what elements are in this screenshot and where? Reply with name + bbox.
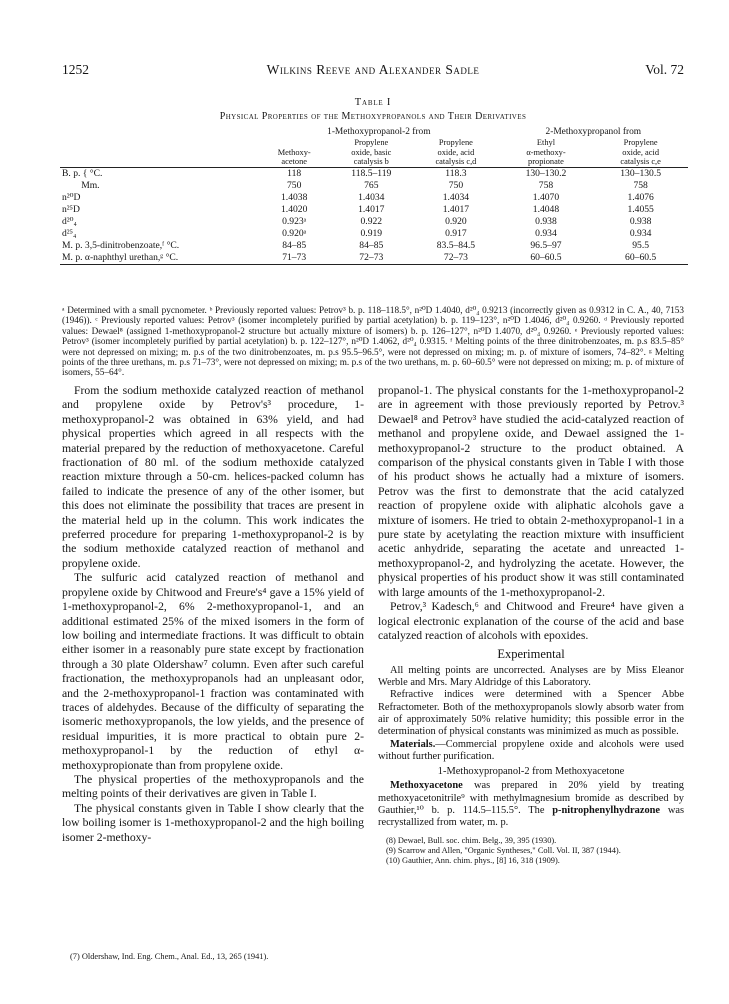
- column-header: Propylene oxide, acid catalysis c,d: [435, 138, 477, 167]
- table-caption: Table I: [354, 97, 392, 108]
- table-cell: 83.5–84.5: [436, 239, 476, 251]
- nitro-text: was recrystallized from water, m. p.: [378, 804, 684, 829]
- paragraph: All melting points are uncorrected. Analyses are by Miss Eleanor Werble and Mrs. Mary Aldridge of this Laboratory.: [378, 664, 684, 689]
- table-cell: 0.920: [445, 215, 467, 227]
- column-header: Ethyl α-methoxy- propionate: [526, 138, 566, 167]
- table-cell: 765: [364, 179, 379, 191]
- table-cell: 1.4017: [358, 203, 385, 215]
- paragraph: The physical properties of the methoxypropanols and the melting points of their derivatives are given in Table I.: [62, 772, 364, 801]
- table-row: [60, 192, 688, 204]
- methoxyacetone-label: Methoxyacetone: [390, 780, 463, 792]
- table-cell: 60–60.5: [530, 251, 562, 263]
- column-header: Propylene oxide, acid catalysis c,e: [620, 138, 661, 167]
- table-cell: 0.920ᵃ: [282, 227, 307, 239]
- table-row: [60, 204, 688, 216]
- table-cell: 1.4038: [281, 191, 308, 203]
- table-cell: 1.4034: [442, 191, 470, 203]
- table-footnotes: ᵃ Determined with a small pycnometer. ᵇ Previously reported values: Petrov³ b. p. 118–118.5°, n²⁰D 1.4040, d²⁰₄ 0.9213 (incorrectly given as 0.9312 in C. A., 40, 7153 (1946)). ᶜ Previously reported values: Petrov³ (isomer incompletely purified by partial acetylation) b. p. 119–123°, n²⁰D 1.4046, d²⁰₄ 0.9260. ᵈ Previously reported values: Dewael⁸ (assigned 1-methoxypropanol-2 structure but actually mixture of isomers) b. p. 126–127°, n²⁰D 1.4070, d²⁰₄ 0.9260. ᵉ Previously reported values: Petrov³ (isomer incompletely purified by partial acetylation) b. p. 122–127°, n²⁰D 1.4062, d²⁰₄ 0.9315. ᶠ Melting points of the three dinitrobenzoates, m. p.s 83.5–85° were not depressed on mixing; m. p.s of the two dinitrobenzoates, m. p.s 95.5–96.5°, were not depressed on mixing; m. p. of mixture of isomers, 74–82°. ᵍ Melting points of the three urethans, m. p.s 71–73°, were not depressed on mixing; m. p.s of the two urethans, m. p. 60–60.5° were not depressed on mixing; m. p. of mixture of isomers, 55–64°.: [62, 305, 684, 378]
- table-cell: 118.3: [445, 167, 467, 179]
- group-header-2: 2-Methoxypropanol from: [545, 127, 642, 137]
- table-cell: 0.938: [535, 215, 557, 227]
- table-cell: 1.4070: [532, 191, 560, 203]
- table-cell: 60–60.5: [625, 251, 657, 263]
- table-cell: 118: [287, 167, 302, 179]
- row-label: n²⁵D: [62, 203, 80, 215]
- row-label: M. p. α-naphthyl urethan,ᵍ °C.: [62, 251, 179, 263]
- table-cell: 0.919: [360, 227, 383, 239]
- paragraph: The physical constants given in Table I show clearly that the low boiling isomer is 1-methoxypropanol-2 and the high boiling isomer 2-methoxy-: [62, 801, 364, 844]
- page-number: 1252: [62, 62, 89, 77]
- table-cell: 0.938: [629, 215, 652, 227]
- table-cell: 72–73: [359, 251, 384, 263]
- footnote-ref-7: (7) Oldershaw, Ind. Eng. Chem., Anal. Ed., 13, 265 (1941).: [70, 952, 269, 961]
- table-cell: 750: [448, 179, 464, 191]
- column-header: Methoxy- acetone: [277, 147, 311, 167]
- table-cell: 1.4017: [442, 203, 470, 215]
- paragraph: Petrov,³ Kadesch,⁶ and Chitwood and Freure⁴ have given a logical electronic explanation of the course of the acid and base catalyzed reaction of alcohols with epoxides.: [378, 600, 684, 642]
- table-cell: 84–85: [282, 239, 307, 251]
- group-header-1: 1-Methoxypropanol-2 from: [327, 127, 431, 137]
- row-label: n²⁰D: [62, 191, 81, 203]
- table-cell: 71–73: [282, 251, 307, 263]
- table-cell: 0.917: [445, 227, 467, 239]
- table-cell: 96.5–97: [530, 239, 562, 251]
- table-cell: 84–85: [359, 239, 384, 251]
- volume-label: Vol. 72: [645, 62, 684, 77]
- table-cell: 130–130.2: [525, 167, 567, 179]
- table-row: [60, 228, 688, 240]
- table-cell: 750: [287, 179, 302, 191]
- reference-item: (9) Scarrow and Allen, "Organic Syntheses," Coll. Vol. II, 387 (1944).: [386, 845, 621, 855]
- running-header: [62, 62, 684, 80]
- table-cell: 1.4076: [627, 191, 654, 203]
- table-cell: 130–130.5: [620, 167, 662, 179]
- column-header: Propylene oxide, basic catalysis b: [351, 138, 392, 167]
- table-row: [60, 180, 688, 192]
- row-label: B. p. { °C.: [62, 167, 103, 179]
- materials-paragraph: [378, 739, 684, 764]
- paragraph: From the sodium methoxide catalyzed reaction of methanol and propylene oxide by Petrov's³ procedure, 1-methoxypropanol-2 was obtained in 63% yield, and had physical properties which agreed in all respects with the material prepared by the reduction of methoxyacetone. Careful fractionation of 80 ml. of the sodium methoxide catalyzed reaction mixture through a 50-cm. helices-packed column has failed to indicate the presence of any of the other isomer, but this does not eliminate the possibility that traces are present in the material held up in the column. This work indicates the preferred procedure for preparing 1-methoxypropanol-2 is by the sodium methoxide catalyzed reaction of methanol and propylene oxide.: [62, 384, 364, 570]
- methoxyacetone-text: was prepared in 20% yield by treating methoxyacetonitrile⁹ with methylmagnesium bromide as described by Gauthier,¹⁰ b. p. 114.5–115.5°. The: [378, 780, 684, 816]
- subsection-heading: 1-Methoxypropanol-2 from Methoxyacetone: [437, 766, 625, 778]
- paragraph: The sulfuric acid catalyzed reaction of methanol and propylene oxide by Chitwood and Freure's⁴ gave a 15% yield of 1-methoxypropanol-2, 6% 2-methoxypropanol-1, and an additional estimated 25% of the mixed isomers in the form of low boiling and intermediate fractions. It was difficult to obtain either isomer in a reasonably pure state except by fractionation through a 30 plate Oldershaw⁷ column. Even after such careful fractionation, the methoxypropanols had an unpleasant odor, and the 2-methoxypropanol-1 fraction was contaminated with traces of aldehydes. Because of the difficulty of separating the isomeric methoxypropanols, the low yields, and the presence of residual impurities, it is more practical to obtain pure 2-methoxypropanol-1 by the reduction of ethyl α-methoxypropionate than from propylene oxide.: [62, 571, 364, 772]
- table-cell: 0.934: [535, 227, 557, 239]
- table-cell: 1.4034: [358, 191, 385, 203]
- table-cell: 0.923ᵃ: [282, 215, 307, 227]
- materials-label: Materials.: [390, 738, 436, 750]
- reference-item: (8) Dewael, Bull. soc. chim. Belg., 39, 395 (1930).: [386, 835, 557, 845]
- methoxyacetone-paragraph: [378, 780, 684, 829]
- table-row: [60, 216, 688, 228]
- row-label: Mm.: [62, 179, 100, 191]
- table-row: [60, 167, 688, 180]
- table-cell: 758: [633, 179, 648, 191]
- nitro-label: p-nitrophenylhydrazone: [552, 804, 661, 816]
- reference-item: (10) Gauthier, Ann. chim. phys., [8] 16, 318 (1909).: [386, 856, 560, 866]
- table-title: Physical Properties of the Methoxypropanols and Their Derivatives: [219, 111, 527, 122]
- table-cell: 1.4048: [532, 203, 560, 215]
- materials-text: —Commercial propylene oxide and alcohols were used without further purification.: [378, 738, 684, 762]
- row-label: d²⁵₄: [62, 227, 77, 239]
- table-row: [60, 240, 688, 252]
- table-cell: 1.4055: [627, 203, 654, 215]
- paragraph: Refractive indices were determined with a Spencer Abbe Refractometer. Both of the methoxypropanols slowly absorb water from air of approximately 50% relative humidity; this possible error in the determination of physical constants was minimized as much as possible.: [378, 689, 684, 738]
- properties-table: [60, 126, 688, 265]
- table-cell: 118.5–119: [351, 167, 392, 179]
- table-cell: 95.5: [632, 239, 650, 251]
- right-column: [378, 384, 684, 867]
- table-row: [60, 252, 688, 264]
- left-column: [62, 384, 364, 845]
- running-authors: Wilkins Reeve and Alexander Sadle: [266, 62, 480, 77]
- row-label: M. p. 3,5-dinitrobenzoate,ᶠ °C.: [62, 239, 180, 251]
- paragraph: propanol-1. The physical constants for the 1-methoxypropanol-2 are in agreement with those previously reported by Petrov.³ Dewael⁸ and Petrov³ have studied the acid-catalyzed reaction of methanol and propylene oxide, and Dewael assigned the 1-methoxypropanol-2 structure to the product obtained. A comparison of the physical constants given in Table I with those of his product shows he actually had a mixture of isomers. Petrov was the first to demonstrate that the acid catalyzed reaction of propylene oxide with aliphatic alcohols gave a mixture of isomers. He tried to obtain 2-methoxypropanol-1 in a pure state by acetylating the reaction mixture with insufficient acetic anhydride, separating the acetate and unreacted 1-methoxypropanol-2, and hydrolyzing the acetate. However, the physical properties of his product show it was still contaminated with large amounts of the 1-methoxypropanol-2.: [378, 384, 684, 599]
- row-label: d²⁰₄: [62, 215, 77, 227]
- section-heading: Experimental: [497, 647, 565, 662]
- table-cell: 0.934: [629, 227, 652, 239]
- table-cell: 1.4020: [281, 203, 308, 215]
- table-cell: 0.922: [360, 215, 383, 227]
- table-cell: 72–73: [443, 251, 468, 263]
- references: [378, 836, 684, 867]
- table-cell: 758: [538, 179, 554, 191]
